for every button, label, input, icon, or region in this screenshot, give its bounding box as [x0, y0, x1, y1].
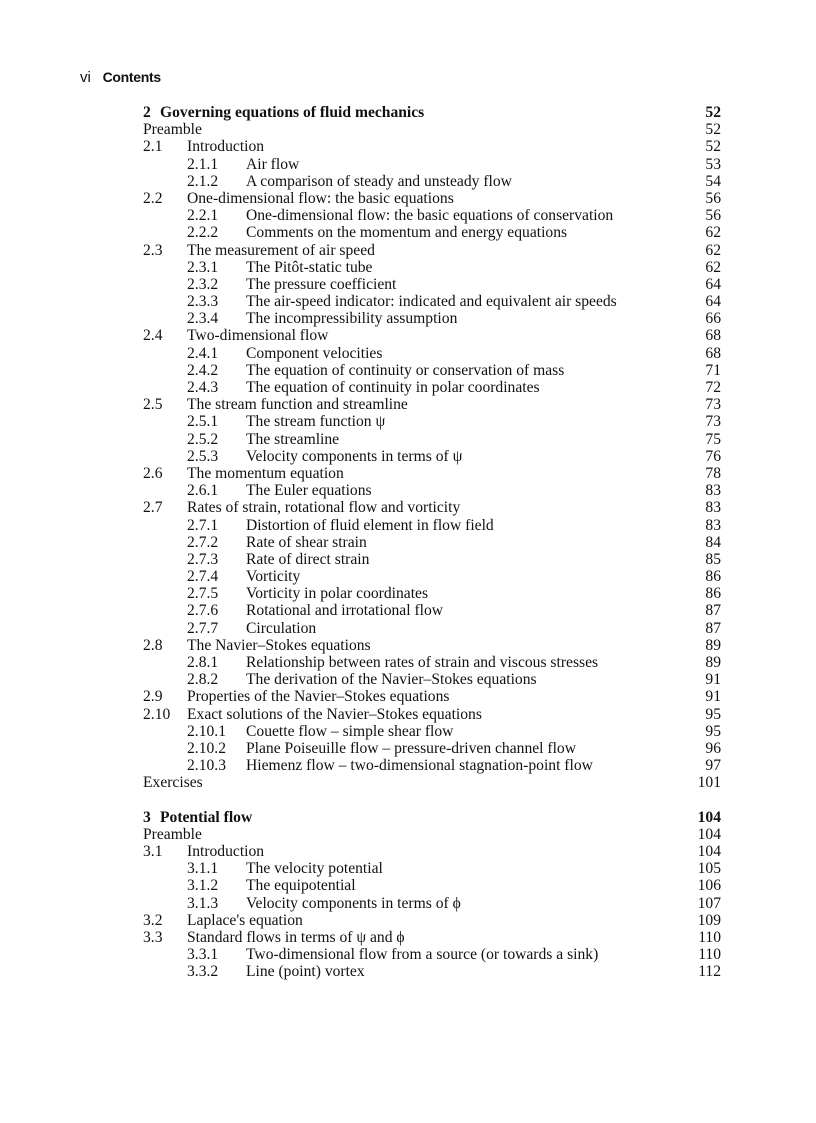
- toc-entry-title: Introduction: [187, 138, 265, 156]
- toc-entry-number: 3.3.2: [187, 963, 219, 981]
- toc-subsection-entry: [143, 259, 721, 276]
- toc-entry-title: Exercises: [143, 774, 203, 792]
- toc-entry-title: The incompressibility assumption: [246, 310, 458, 328]
- toc-entry-title: Standard flows in terms of ψ and ϕ: [187, 929, 405, 946]
- toc-entry-title: The equation of continuity or conservation of mass: [246, 361, 565, 379]
- toc-entry-number: 2.4.1: [187, 344, 219, 362]
- toc-subsection-entry: [143, 362, 721, 379]
- toc-entry-title: Hiemenz flow – two-dimensional stagnation-point flow: [246, 757, 593, 775]
- toc-subsection-entry: [143, 379, 721, 396]
- toc-subsection-entry: [143, 860, 721, 877]
- running-head: [80, 68, 161, 87]
- toc-entry-page: 91: [705, 688, 721, 706]
- toc-entry-title: Two-dimensional flow: [187, 327, 329, 345]
- toc-entry-number: 3.1.3: [187, 894, 219, 912]
- toc-entry-title: Rate of shear strain: [246, 533, 367, 551]
- toc-entry-number: 3.1.2: [187, 877, 219, 895]
- toc-subsection-entry: [143, 654, 721, 671]
- toc-entry-number: 2: [143, 104, 151, 121]
- toc-section-entry: [143, 843, 721, 860]
- toc-entry-page: 109: [697, 911, 721, 929]
- toc-subsection-entry: [143, 963, 721, 980]
- toc-entry-title: Introduction: [187, 843, 265, 861]
- toc-entry-number: 2.10.1: [187, 722, 226, 740]
- toc-entry-title: Air flow: [246, 155, 300, 173]
- toc-entry-number: 2.7.3: [187, 550, 219, 568]
- toc-subsection-entry: [143, 740, 721, 757]
- toc-entry-title: The Navier–Stokes equations: [187, 636, 371, 654]
- toc-entry-page: 83: [705, 499, 721, 517]
- toc-entry-number: 2.3.2: [187, 275, 219, 293]
- toc-entry-page: 87: [705, 619, 721, 637]
- toc-entry-title: One-dimensional flow: the basic equations: [187, 189, 454, 207]
- toc-entry: [143, 121, 721, 138]
- toc-entry-title: Velocity components in terms of ϕ: [246, 894, 461, 912]
- toc-entry-page: 105: [697, 860, 721, 878]
- toc-entry-page: 84: [705, 533, 721, 551]
- toc-entry-number: 3.1.1: [187, 860, 219, 878]
- toc-entry-number: 2.7.4: [187, 568, 219, 586]
- toc-entry-title: Rotational and irrotational flow: [246, 602, 444, 620]
- toc-subsection-entry: [143, 568, 721, 585]
- toc-entry-number: 2.7.2: [187, 533, 219, 551]
- toc-entry-number: 2.6: [143, 464, 163, 482]
- table-of-contents: [143, 104, 721, 981]
- toc-entry-page: 96: [705, 739, 721, 757]
- toc-entry-page: 110: [698, 946, 721, 964]
- toc-entry-page: 104: [697, 825, 721, 843]
- toc-entry-page: 76: [705, 447, 721, 465]
- toc-section-entry: [143, 688, 721, 705]
- toc-subsection-entry: [143, 413, 721, 430]
- toc-entry-title: The stream function ψ: [246, 413, 386, 431]
- toc-subsection-entry: [143, 585, 721, 602]
- toc-entry-page: 95: [705, 722, 721, 740]
- toc-subsection-entry: [143, 620, 721, 637]
- toc-subsection-entry: [143, 207, 721, 224]
- toc-chapter-entry: [143, 104, 721, 121]
- toc-subsection-entry: [143, 895, 721, 912]
- toc-section-entry: [143, 190, 721, 207]
- toc-section-entry: [143, 138, 721, 155]
- toc-entry-number: 2.8: [143, 636, 163, 654]
- toc-subsection-entry: [143, 602, 721, 619]
- toc-entry-number: 2.8.2: [187, 671, 219, 689]
- toc-entry-page: 110: [698, 929, 721, 946]
- toc-entry-number: 2.3: [143, 241, 163, 259]
- toc-entry-title: Potential flow: [160, 808, 253, 826]
- toc-entry-page: 64: [705, 293, 721, 311]
- toc-entry-page: 85: [705, 550, 721, 568]
- toc-entry-number: 3.2: [143, 911, 163, 929]
- toc-entry-page: 52: [705, 104, 721, 121]
- toc-subsection-entry: [143, 431, 721, 448]
- toc-entry-number: 2.9: [143, 688, 163, 706]
- toc-entry-title: The momentum equation: [187, 464, 344, 482]
- toc-subsection-entry: [143, 946, 721, 963]
- toc-entry-title: The Pitôt-static tube: [246, 258, 373, 276]
- toc-entry-page: 56: [705, 207, 721, 225]
- toc-entry-number: 2.1.2: [187, 172, 219, 190]
- toc-entry-number: 2.6.1: [187, 482, 219, 500]
- toc-entry-title: The streamline: [246, 430, 340, 448]
- toc-entry-page: 73: [705, 413, 721, 431]
- toc-entry-title: The velocity potential: [246, 860, 383, 878]
- toc-entry-page: 91: [705, 671, 721, 689]
- toc-entry-title: The measurement of air speed: [187, 241, 375, 259]
- toc-section-entry: [143, 929, 721, 946]
- toc-entry-number: 3.3: [143, 929, 163, 946]
- toc-section-entry: [143, 706, 721, 723]
- toc-chapter-entry: [143, 809, 721, 826]
- toc-entry-number: 2.8.1: [187, 654, 219, 671]
- toc-entry-title: Distortion of fluid element in flow field: [246, 516, 494, 534]
- toc-entry-title: Plane Poiseuille flow – pressure-driven channel flow: [246, 739, 576, 757]
- toc-entry-title: Rates of strain, rotational flow and vorticity: [187, 499, 461, 517]
- toc-entry-number: 2.10: [143, 705, 171, 723]
- toc-section-entry: [143, 465, 721, 482]
- toc-entry-page: 97: [705, 757, 721, 775]
- toc-entry-title: One-dimensional flow: the basic equations of conservation: [246, 207, 614, 225]
- toc-section-entry: [143, 912, 721, 929]
- toc-entry-title: Vorticity: [246, 568, 301, 586]
- toc-section-entry: [143, 637, 721, 654]
- toc-subsection-entry: [143, 671, 721, 688]
- toc-entry-page: 86: [705, 568, 721, 586]
- toc-entry-page: 54: [705, 172, 721, 190]
- toc-entry-number: 2.4.2: [187, 361, 219, 379]
- toc-entry-page: 68: [705, 344, 721, 362]
- toc-subsection-entry: [143, 173, 721, 190]
- toc-entry-page: 68: [705, 327, 721, 345]
- toc-entry-number: 2.7.5: [187, 585, 219, 603]
- toc-entry-page: 62: [705, 224, 721, 242]
- toc-entry-title: Two-dimensional flow from a source (or towards a sink): [246, 946, 599, 964]
- toc-entry-number: 2.2: [143, 189, 163, 207]
- toc-entry-page: 71: [705, 361, 721, 379]
- toc-entry-title: A comparison of steady and unsteady flow: [246, 172, 512, 190]
- toc-entry-title: Vorticity in polar coordinates: [246, 585, 429, 603]
- toc-subsection-entry: [143, 723, 721, 740]
- toc-section-entry: [143, 242, 721, 259]
- toc-subsection-entry: [143, 448, 721, 465]
- toc-section-entry: [143, 499, 721, 516]
- toc-entry-title: Line (point) vortex: [246, 963, 365, 981]
- toc-subsection-entry: [143, 293, 721, 310]
- toc-entry-page: 73: [705, 396, 721, 414]
- toc-entry-number: 3: [143, 808, 151, 826]
- toc-subsection-entry: [143, 482, 721, 499]
- toc-entry-title: Comments on the momentum and energy equations: [246, 224, 568, 242]
- toc-entry-title: Rate of direct strain: [246, 550, 370, 568]
- toc-entry-title: Relationship between rates of strain and viscous stresses: [246, 654, 599, 671]
- toc-entry-number: 2.1: [143, 138, 163, 156]
- toc-entry-number: 2.2.1: [187, 207, 219, 225]
- toc-entry-number: 2.4.3: [187, 379, 219, 396]
- toc-entry-title: The pressure coefficient: [246, 275, 397, 293]
- toc-entry-title: Component velocities: [246, 344, 383, 362]
- toc-entry-page: 107: [697, 894, 721, 912]
- toc-entry-page: 101: [697, 774, 721, 792]
- toc-section-entry: [143, 396, 721, 413]
- toc-subsection-entry: [143, 310, 721, 327]
- toc-entry-page: 83: [705, 482, 721, 500]
- toc-entry-title: Couette flow – simple shear flow: [246, 722, 454, 740]
- toc-subsection-entry: [143, 757, 721, 774]
- toc-subsection-entry: [143, 534, 721, 551]
- toc-subsection-entry: [143, 345, 721, 362]
- toc-entry-title: Circulation: [246, 619, 317, 637]
- toc-entry-number: 2.4: [143, 327, 163, 345]
- toc-entry-page: 106: [697, 877, 721, 895]
- toc-entry-number: 3.1: [143, 843, 163, 861]
- toc-entry-number: 2.5: [143, 396, 163, 414]
- toc-entry-page: 53: [705, 155, 721, 173]
- toc-entry-title: Exact solutions of the Navier–Stokes equations: [187, 705, 482, 723]
- toc-entry-page: 89: [705, 654, 721, 671]
- toc-entry-number: 2.5.3: [187, 447, 219, 465]
- toc-entry-number: 2.3.1: [187, 258, 219, 276]
- toc-subsection-entry: [143, 224, 721, 241]
- toc-entry-page: 62: [705, 258, 721, 276]
- toc-entry-number: 2.10.3: [187, 757, 226, 775]
- toc-entry-page: 104: [697, 843, 721, 861]
- toc-subsection-entry: [143, 877, 721, 894]
- toc-entry-number: 2.7.7: [187, 619, 219, 637]
- toc-entry-page: 86: [705, 585, 721, 603]
- toc-entry-page: 72: [705, 379, 721, 396]
- toc-entry-title: The stream function and streamline: [187, 396, 408, 414]
- toc-entry-number: 2.10.2: [187, 739, 226, 757]
- toc-entry-title: The derivation of the Navier–Stokes equations: [246, 671, 537, 689]
- toc-entry-number: 2.7.1: [187, 516, 219, 534]
- toc-entry-page: 62: [705, 241, 721, 259]
- toc-entry-number: 2.7: [143, 499, 163, 517]
- toc-entry-page: 104: [697, 808, 721, 826]
- toc-entry-page: 56: [705, 189, 721, 207]
- toc-entry-page: 95: [705, 705, 721, 723]
- running-title: Contents: [102, 69, 161, 85]
- toc-entry-page: 64: [705, 275, 721, 293]
- toc-entry-page: 52: [705, 138, 721, 156]
- toc-entry-page: 89: [705, 636, 721, 654]
- toc-entry-page: 83: [705, 516, 721, 534]
- toc-entry-title: Preamble: [143, 121, 202, 139]
- toc-subsection-entry: [143, 276, 721, 293]
- page-number: vi: [80, 69, 91, 86]
- toc-entry-title: Preamble: [143, 825, 202, 843]
- toc-entry-title: Velocity components in terms of ψ: [246, 447, 463, 465]
- toc-spacer: [143, 792, 721, 809]
- toc-entry-page: 112: [698, 963, 721, 981]
- toc-entry: [143, 774, 721, 791]
- toc-entry-page: 75: [705, 430, 721, 448]
- toc-entry-page: 78: [705, 464, 721, 482]
- toc-entry-page: 52: [705, 121, 721, 139]
- toc-entry-number: 2.1.1: [187, 155, 219, 173]
- toc-entry-number: 2.3.3: [187, 293, 219, 311]
- toc-entry-number: 2.7.6: [187, 602, 219, 620]
- toc-section-entry: [143, 327, 721, 344]
- toc-entry-title: The Euler equations: [246, 482, 372, 500]
- toc-entry: [143, 826, 721, 843]
- toc-entry-title: The equation of continuity in polar coordinates: [246, 379, 540, 396]
- toc-entry-number: 3.3.1: [187, 946, 219, 964]
- toc-entry-page: 87: [705, 602, 721, 620]
- toc-entry-number: 2.5.1: [187, 413, 219, 431]
- toc-entry-title: The air-speed indicator: indicated and equivalent air speeds: [246, 293, 617, 311]
- toc-entry-title: The equipotential: [246, 877, 356, 895]
- toc-entry-title: Laplace's equation: [187, 911, 303, 929]
- toc-entry-number: 2.2.2: [187, 224, 219, 242]
- toc-subsection-entry: [143, 551, 721, 568]
- toc-subsection-entry: [143, 156, 721, 173]
- toc-entry-title: Properties of the Navier–Stokes equations: [187, 688, 450, 706]
- toc-entry-title: Governing equations of fluid mechanics: [160, 104, 425, 121]
- toc-entry-page: 66: [705, 310, 721, 328]
- toc-entry-number: 2.3.4: [187, 310, 219, 328]
- toc-entry-number: 2.5.2: [187, 430, 219, 448]
- toc-subsection-entry: [143, 517, 721, 534]
